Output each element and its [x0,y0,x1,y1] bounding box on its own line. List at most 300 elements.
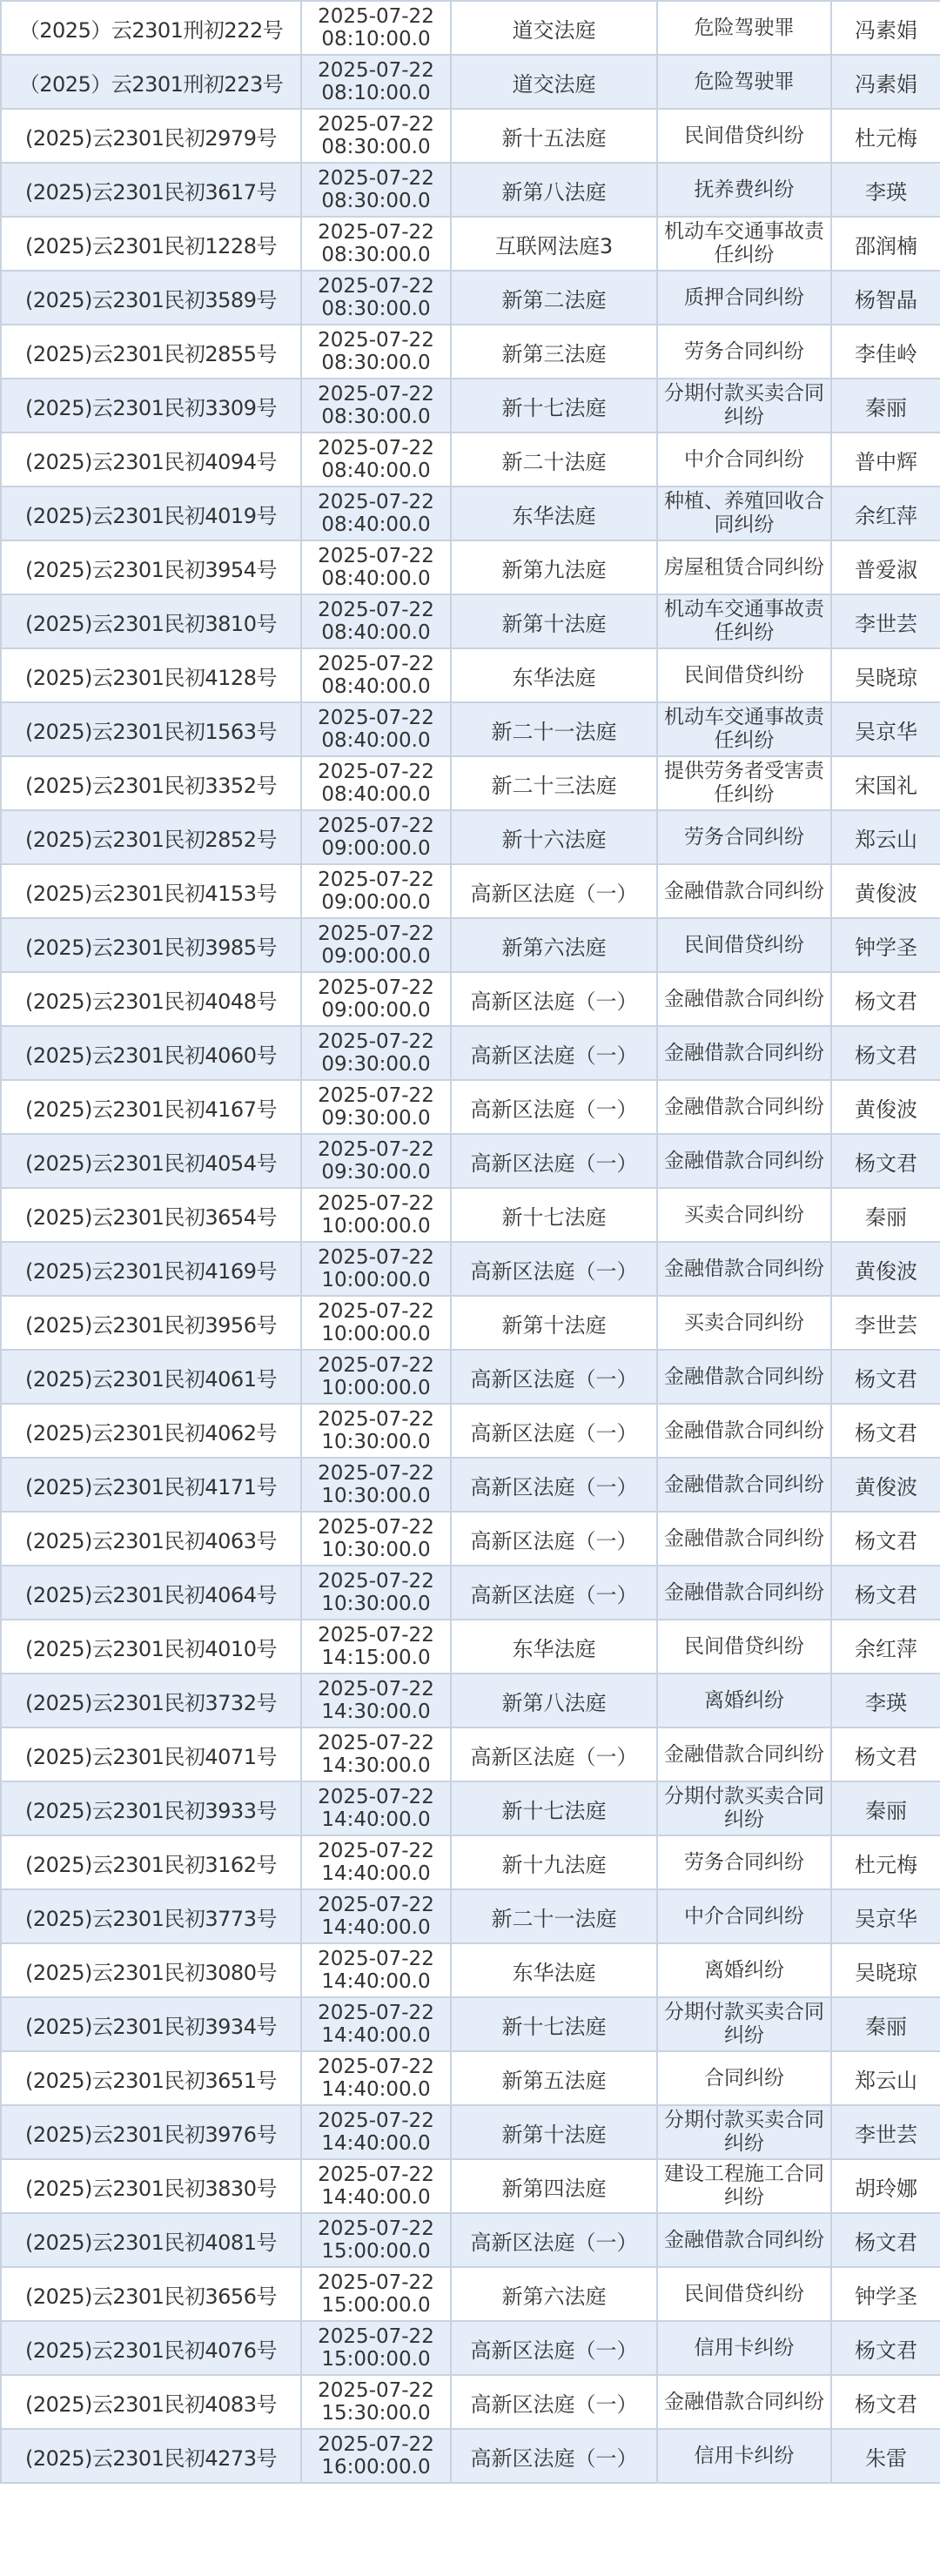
hearing-clock: 14:40:00.0 [321,2186,431,2209]
hearing-clock: 08:10:00.0 [321,82,431,104]
hearing-date: 2025-07-22 [318,1894,434,1916]
judge-cell: 胡玲娜 [831,2159,940,2213]
courtroom-cell: 新十七法庭 [451,379,657,433]
courtroom-cell: 高新区法庭（一） [451,2375,657,2429]
hearing-time-cell [301,1566,451,1620]
hearing-clock: 14:40:00.0 [321,1808,431,1831]
case-cause-cell: 金融借款合同纠纷 [657,2375,831,2429]
case-number-cell: (2025)云2301民初4273号 [1,2429,301,2483]
hearing-clock: 09:00:00.0 [321,891,431,914]
table-row [1,2375,940,2429]
courtroom-cell: 高新区法庭（一） [451,864,657,918]
hearing-clock: 16:00:00.0 [321,2456,431,2479]
judge-cell: 钟学圣 [831,918,940,972]
hearing-time-cell [301,1,451,55]
judge-cell: 李佳岭 [831,325,940,379]
hearing-clock: 14:40:00.0 [321,1916,431,1939]
case-number-cell: （2025）云2301刑初223号 [1,55,301,109]
table-row [1,972,940,1026]
courtroom-cell: 新十七法庭 [451,1781,657,1835]
case-cause-cell: 抚养费纠纷 [657,163,831,217]
courtroom-cell: 东华法庭 [451,648,657,702]
courtroom-cell: 新二十一法庭 [451,702,657,756]
hearing-date: 2025-07-22 [318,2163,434,2186]
hearing-date: 2025-07-22 [318,383,434,406]
case-cause-cell: 机动车交通事故责任纠纷 [657,702,831,756]
table-row [1,1566,940,1620]
hearing-clock: 10:00:00.0 [321,1377,431,1399]
judge-cell: 杜元梅 [831,109,940,163]
case-number-cell: (2025)云2301民初3651号 [1,2051,301,2105]
table-row [1,2429,940,2483]
hearing-date: 2025-07-22 [318,1624,434,1647]
case-cause-cell: 房屋租赁合同纠纷 [657,540,831,594]
hearing-date: 2025-07-22 [318,1192,434,1215]
case-number-cell: (2025)云2301民初4019号 [1,486,301,540]
case-number-cell: (2025)云2301民初4128号 [1,648,301,702]
courtroom-cell: 新第八法庭 [451,163,657,217]
case-cause-cell: 离婚纠纷 [657,1943,831,1997]
case-cause-cell: 金融借款合同纠纷 [657,1242,831,1296]
table-row [1,1727,940,1781]
table-row [1,1134,940,1188]
case-cause-cell: 机动车交通事故责任纠纷 [657,594,831,648]
hearing-time-cell [301,1674,451,1727]
case-number-cell: (2025)云2301民初4153号 [1,864,301,918]
hearing-time-cell [301,1997,451,2051]
table-row [1,1458,940,1512]
judge-cell: 邵润楠 [831,217,940,271]
case-cause-cell: 信用卡纠纷 [657,2429,831,2483]
case-number-cell: (2025)云2301民初3954号 [1,540,301,594]
case-number-cell: (2025)云2301民初4061号 [1,1350,301,1404]
hearing-date: 2025-07-22 [318,922,434,945]
hearing-date: 2025-07-22 [318,1948,434,1970]
hearing-time-cell [301,756,451,810]
table-row [1,1674,940,1727]
case-number-cell: (2025)云2301民初4054号 [1,1134,301,1188]
courtroom-cell: 道交法庭 [451,1,657,55]
hearing-date: 2025-07-22 [318,1030,434,1053]
case-cause-cell: 金融借款合同纠纷 [657,1727,831,1781]
table-row [1,2105,940,2159]
table-row [1,486,940,540]
judge-cell: 吴京华 [831,702,940,756]
judge-cell: 吴晓琼 [831,1943,940,1997]
case-cause-cell: 金融借款合同纠纷 [657,864,831,918]
courtroom-cell: 新十六法庭 [451,810,657,864]
hearing-time-cell [301,1296,451,1350]
courtroom-cell: 高新区法庭（一） [451,1134,657,1188]
hearing-date: 2025-07-22 [318,113,434,136]
hearing-clock: 10:00:00.0 [321,1215,431,1238]
hearing-time-cell [301,1512,451,1566]
hearing-date: 2025-07-22 [318,1138,434,1161]
judge-cell: 杨文君 [831,1026,940,1080]
table-row [1,1835,940,1889]
case-number-cell: (2025)云2301民初2852号 [1,810,301,864]
judge-cell: 杜元梅 [831,1835,940,1889]
hearing-time-cell [301,1458,451,1512]
courtroom-cell: 高新区法庭（一） [451,1404,657,1458]
table-row [1,864,940,918]
hearing-clock: 14:15:00.0 [321,1647,431,1669]
hearing-clock: 14:40:00.0 [321,1970,431,1993]
hearing-clock: 09:30:00.0 [321,1053,431,1076]
case-cause-cell: 金融借款合同纠纷 [657,1134,831,1188]
case-number-cell: (2025)云2301民初3352号 [1,756,301,810]
hearing-time-cell [301,217,451,271]
hearing-clock: 08:40:00.0 [321,567,431,590]
table-row [1,1781,940,1835]
courtroom-cell: 互联网法庭3 [451,217,657,271]
hearing-date: 2025-07-22 [318,59,434,82]
hearing-time-cell [301,972,451,1026]
hearing-schedule-body [1,1,940,2483]
courtroom-cell: 道交法庭 [451,55,657,109]
table-row [1,1350,940,1404]
judge-cell: 杨文君 [831,2213,940,2267]
hearing-time-cell [301,1026,451,1080]
courtroom-cell: 新第八法庭 [451,1674,657,1727]
table-row [1,433,940,486]
hearing-date: 2025-07-22 [318,491,434,513]
hearing-time-cell [301,1188,451,1242]
table-row [1,1026,940,1080]
table-row [1,379,940,433]
hearing-clock: 14:40:00.0 [321,2024,431,2047]
case-cause-cell: 种植、养殖回收合同纠纷 [657,486,831,540]
judge-cell: 李世芸 [831,1296,940,1350]
hearing-date: 2025-07-22 [318,329,434,352]
hearing-time-cell [301,702,451,756]
courtroom-cell: 新第十法庭 [451,2105,657,2159]
hearing-clock: 08:40:00.0 [321,460,431,482]
table-row [1,1997,940,2051]
case-cause-cell: 民间借贷纠纷 [657,1620,831,1674]
case-cause-cell: 危险驾驶罪 [657,1,831,55]
courtroom-cell: 高新区法庭（一） [451,2429,657,2483]
hearing-date: 2025-07-22 [318,1732,434,1754]
table-row [1,702,940,756]
hearing-clock: 08:40:00.0 [321,621,431,644]
courtroom-cell: 新第三法庭 [451,325,657,379]
hearing-date: 2025-07-22 [318,1300,434,1323]
hearing-clock: 08:40:00.0 [321,783,431,806]
courtroom-cell: 东华法庭 [451,1943,657,1997]
case-number-cell: (2025)云2301民初3985号 [1,918,301,972]
hearing-clock: 10:00:00.0 [321,1323,431,1345]
case-number-cell: (2025)云2301民初4064号 [1,1566,301,1620]
hearing-date: 2025-07-22 [318,2271,434,2294]
judge-cell: 李瑛 [831,163,940,217]
hearing-date: 2025-07-22 [318,2110,434,2132]
hearing-time-cell [301,163,451,217]
courtroom-cell: 新十七法庭 [451,1997,657,2051]
hearing-date: 2025-07-22 [318,275,434,298]
hearing-clock: 08:40:00.0 [321,729,431,752]
case-cause-cell: 民间借贷纠纷 [657,648,831,702]
hearing-time-cell [301,1242,451,1296]
case-number-cell: (2025)云2301民初3933号 [1,1781,301,1835]
table-row [1,756,940,810]
hearing-date: 2025-07-22 [318,761,434,783]
judge-cell: 杨文君 [831,2375,940,2429]
table-row [1,163,940,217]
case-cause-cell: 危险驾驶罪 [657,55,831,109]
case-number-cell: (2025)云2301民初4071号 [1,1727,301,1781]
case-number-cell: (2025)云2301民初3810号 [1,594,301,648]
hearing-date: 2025-07-22 [318,2433,434,2456]
hearing-date: 2025-07-22 [318,1570,434,1593]
hearing-time-cell [301,1781,451,1835]
courtroom-cell: 高新区法庭（一） [451,1727,657,1781]
judge-cell: 郑云山 [831,2051,940,2105]
courtroom-cell: 高新区法庭（一） [451,1026,657,1080]
hearing-time-cell [301,864,451,918]
hearing-date: 2025-07-22 [318,653,434,675]
judge-cell: 李世芸 [831,594,940,648]
hearing-date: 2025-07-22 [318,2002,434,2024]
hearing-time-cell [301,2159,451,2213]
hearing-date: 2025-07-22 [318,815,434,837]
case-number-cell: (2025)云2301民初3976号 [1,2105,301,2159]
judge-cell: 李世芸 [831,2105,940,2159]
hearing-time-cell [301,2375,451,2429]
hearing-date: 2025-07-22 [318,2325,434,2348]
hearing-date: 2025-07-22 [318,1246,434,1269]
hearing-date: 2025-07-22 [318,599,434,621]
judge-cell: 秦丽 [831,379,940,433]
hearing-clock: 14:30:00.0 [321,1754,431,1777]
judge-cell: 余红萍 [831,1620,940,1674]
hearing-clock: 09:00:00.0 [321,837,431,860]
courtroom-cell: 高新区法庭（一） [451,972,657,1026]
case-number-cell: (2025)云2301民初4081号 [1,2213,301,2267]
case-number-cell: (2025)云2301民初3589号 [1,271,301,325]
courtroom-cell: 新第十法庭 [451,1296,657,1350]
hearing-time-cell [301,2321,451,2375]
hearing-time-cell [301,271,451,325]
judge-cell: 吴京华 [831,1889,940,1943]
courtroom-cell: 东华法庭 [451,486,657,540]
courtroom-cell: 高新区法庭（一） [451,1350,657,1404]
case-cause-cell: 劳务合同纠纷 [657,325,831,379]
table-row [1,217,940,271]
hearing-clock: 08:40:00.0 [321,513,431,536]
case-cause-cell: 劳务合同纠纷 [657,810,831,864]
hearing-time-cell [301,1727,451,1781]
hearing-date: 2025-07-22 [318,1840,434,1862]
case-number-cell: (2025)云2301民初3080号 [1,1943,301,1997]
hearing-time-cell [301,810,451,864]
courtroom-cell: 新第六法庭 [451,918,657,972]
judge-cell: 李瑛 [831,1674,940,1727]
judge-cell: 冯素娟 [831,1,940,55]
courtroom-cell: 新第十法庭 [451,594,657,648]
hearing-clock: 15:30:00.0 [321,2402,431,2425]
table-row [1,1512,940,1566]
case-cause-cell: 民间借贷纠纷 [657,109,831,163]
case-cause-cell: 中介合同纠纷 [657,1889,831,1943]
hearing-clock: 08:10:00.0 [321,28,431,50]
case-number-cell: (2025)云2301民初4076号 [1,2321,301,2375]
hearing-clock: 08:30:00.0 [321,406,431,428]
judge-cell: 杨文君 [831,972,940,1026]
table-row [1,1242,940,1296]
courtroom-cell: 新第九法庭 [451,540,657,594]
hearing-date: 2025-07-22 [318,1786,434,1808]
case-number-cell: (2025)云2301民初4010号 [1,1620,301,1674]
hearing-clock: 09:00:00.0 [321,999,431,1022]
courtroom-cell: 高新区法庭（一） [451,1512,657,1566]
table-row [1,325,940,379]
judge-cell: 杨文君 [831,1404,940,1458]
table-row [1,1188,940,1242]
courtroom-cell: 高新区法庭（一） [451,2213,657,2267]
courtroom-cell: 新十五法庭 [451,109,657,163]
case-cause-cell: 分期付款买卖合同纠纷 [657,1997,831,2051]
hearing-clock: 08:30:00.0 [321,190,431,212]
case-cause-cell: 金融借款合同纠纷 [657,1404,831,1458]
hearing-time-cell [301,1835,451,1889]
case-cause-cell: 分期付款买卖合同纠纷 [657,379,831,433]
hearing-clock: 14:40:00.0 [321,2078,431,2101]
hearing-time-cell [301,2051,451,2105]
courtroom-cell: 新十七法庭 [451,1188,657,1242]
hearing-time-cell [301,1943,451,1997]
case-cause-cell: 建设工程施工合同纠纷 [657,2159,831,2213]
courtroom-cell: 新二十三法庭 [451,756,657,810]
table-row [1,1296,940,1350]
hearing-date: 2025-07-22 [318,1462,434,1485]
hearing-date: 2025-07-22 [318,2217,434,2240]
hearing-clock: 15:00:00.0 [321,2348,431,2371]
judge-cell: 余红萍 [831,486,940,540]
hearing-clock: 10:30:00.0 [321,1539,431,1561]
case-cause-cell: 提供劳务者受害责任纠纷 [657,756,831,810]
hearing-clock: 15:00:00.0 [321,2294,431,2317]
hearing-date: 2025-07-22 [318,2056,434,2078]
judge-cell: 杨文君 [831,1566,940,1620]
courtroom-cell: 新第二法庭 [451,271,657,325]
hearing-clock: 14:30:00.0 [321,1701,431,1723]
courtroom-cell: 新十九法庭 [451,1835,657,1889]
table-row [1,1080,940,1134]
case-number-cell: (2025)云2301民初3934号 [1,1997,301,2051]
table-row [1,2267,940,2321]
hearing-clock: 15:00:00.0 [321,2240,431,2263]
hearing-clock: 09:30:00.0 [321,1161,431,1184]
hearing-time-cell [301,2213,451,2267]
case-number-cell: (2025)云2301民初4167号 [1,1080,301,1134]
judge-cell: 杨文君 [831,2321,940,2375]
case-cause-cell: 民间借贷纠纷 [657,2267,831,2321]
judge-cell: 普中辉 [831,433,940,486]
table-row [1,2321,940,2375]
courtroom-cell: 高新区法庭（一） [451,2321,657,2375]
judge-cell: 秦丽 [831,1997,940,2051]
case-number-cell: (2025)云2301民初3309号 [1,379,301,433]
case-number-cell: (2025)云2301民初4062号 [1,1404,301,1458]
judge-cell: 朱雷 [831,2429,940,2483]
hearing-date: 2025-07-22 [318,437,434,460]
hearing-time-cell [301,1889,451,1943]
hearing-date: 2025-07-22 [318,1678,434,1701]
judge-cell: 钟学圣 [831,2267,940,2321]
hearing-time-cell [301,55,451,109]
case-number-cell: (2025)云2301民初4083号 [1,2375,301,2429]
judge-cell: 杨文君 [831,1727,940,1781]
courtroom-cell: 高新区法庭（一） [451,1242,657,1296]
judge-cell: 黄俊波 [831,1080,940,1134]
judge-cell: 冯素娟 [831,55,940,109]
hearing-date: 2025-07-22 [318,976,434,999]
case-cause-cell: 中介合同纠纷 [657,433,831,486]
judge-cell: 杨文君 [831,1134,940,1188]
hearing-date: 2025-07-22 [318,5,434,28]
hearing-date: 2025-07-22 [318,1084,434,1107]
hearing-clock: 08:30:00.0 [321,298,431,320]
case-number-cell: (2025)云2301民初3162号 [1,1835,301,1889]
case-number-cell: （2025）云2301刑初222号 [1,1,301,55]
table-row [1,55,940,109]
hearing-time-cell [301,1080,451,1134]
case-cause-cell: 分期付款买卖合同纠纷 [657,1781,831,1835]
hearing-clock: 08:30:00.0 [321,352,431,374]
courtroom-cell: 高新区法庭（一） [451,1458,657,1512]
table-row [1,1889,940,1943]
case-number-cell: (2025)云2301民初3732号 [1,1674,301,1727]
case-number-cell: (2025)云2301民初3956号 [1,1296,301,1350]
hearing-time-cell [301,1134,451,1188]
judge-cell: 杨文君 [831,1350,940,1404]
case-number-cell: (2025)云2301民初2855号 [1,325,301,379]
courtroom-cell: 高新区法庭（一） [451,1566,657,1620]
case-number-cell: (2025)云2301民初4094号 [1,433,301,486]
judge-cell: 秦丽 [831,1781,940,1835]
case-cause-cell: 劳务合同纠纷 [657,1835,831,1889]
judge-cell: 黄俊波 [831,864,940,918]
case-cause-cell: 机动车交通事故责任纠纷 [657,217,831,271]
case-cause-cell: 买卖合同纠纷 [657,1296,831,1350]
judge-cell: 黄俊波 [831,1242,940,1296]
case-number-cell: (2025)云2301民初3773号 [1,1889,301,1943]
hearing-clock: 08:30:00.0 [321,136,431,158]
judge-cell: 宋国礼 [831,756,940,810]
hearing-clock: 09:00:00.0 [321,945,431,968]
hearing-time-cell [301,594,451,648]
courtroom-cell: 新二十一法庭 [451,1889,657,1943]
hearing-time-cell [301,2429,451,2483]
case-number-cell: (2025)云2301民初4048号 [1,972,301,1026]
judge-cell: 黄俊波 [831,1458,940,1512]
table-row [1,1,940,55]
judge-cell: 杨智晶 [831,271,940,325]
table-row [1,2159,940,2213]
case-cause-cell: 金融借款合同纠纷 [657,972,831,1026]
hearing-time-cell [301,1404,451,1458]
hearing-clock: 08:40:00.0 [321,675,431,698]
case-cause-cell: 金融借款合同纠纷 [657,1566,831,1620]
case-cause-cell: 质押合同纠纷 [657,271,831,325]
case-cause-cell: 金融借款合同纠纷 [657,1512,831,1566]
case-cause-cell: 金融借款合同纠纷 [657,1026,831,1080]
hearing-time-cell [301,109,451,163]
table-row [1,1943,940,1997]
hearing-time-cell [301,486,451,540]
hearing-clock: 10:30:00.0 [321,1485,431,1507]
